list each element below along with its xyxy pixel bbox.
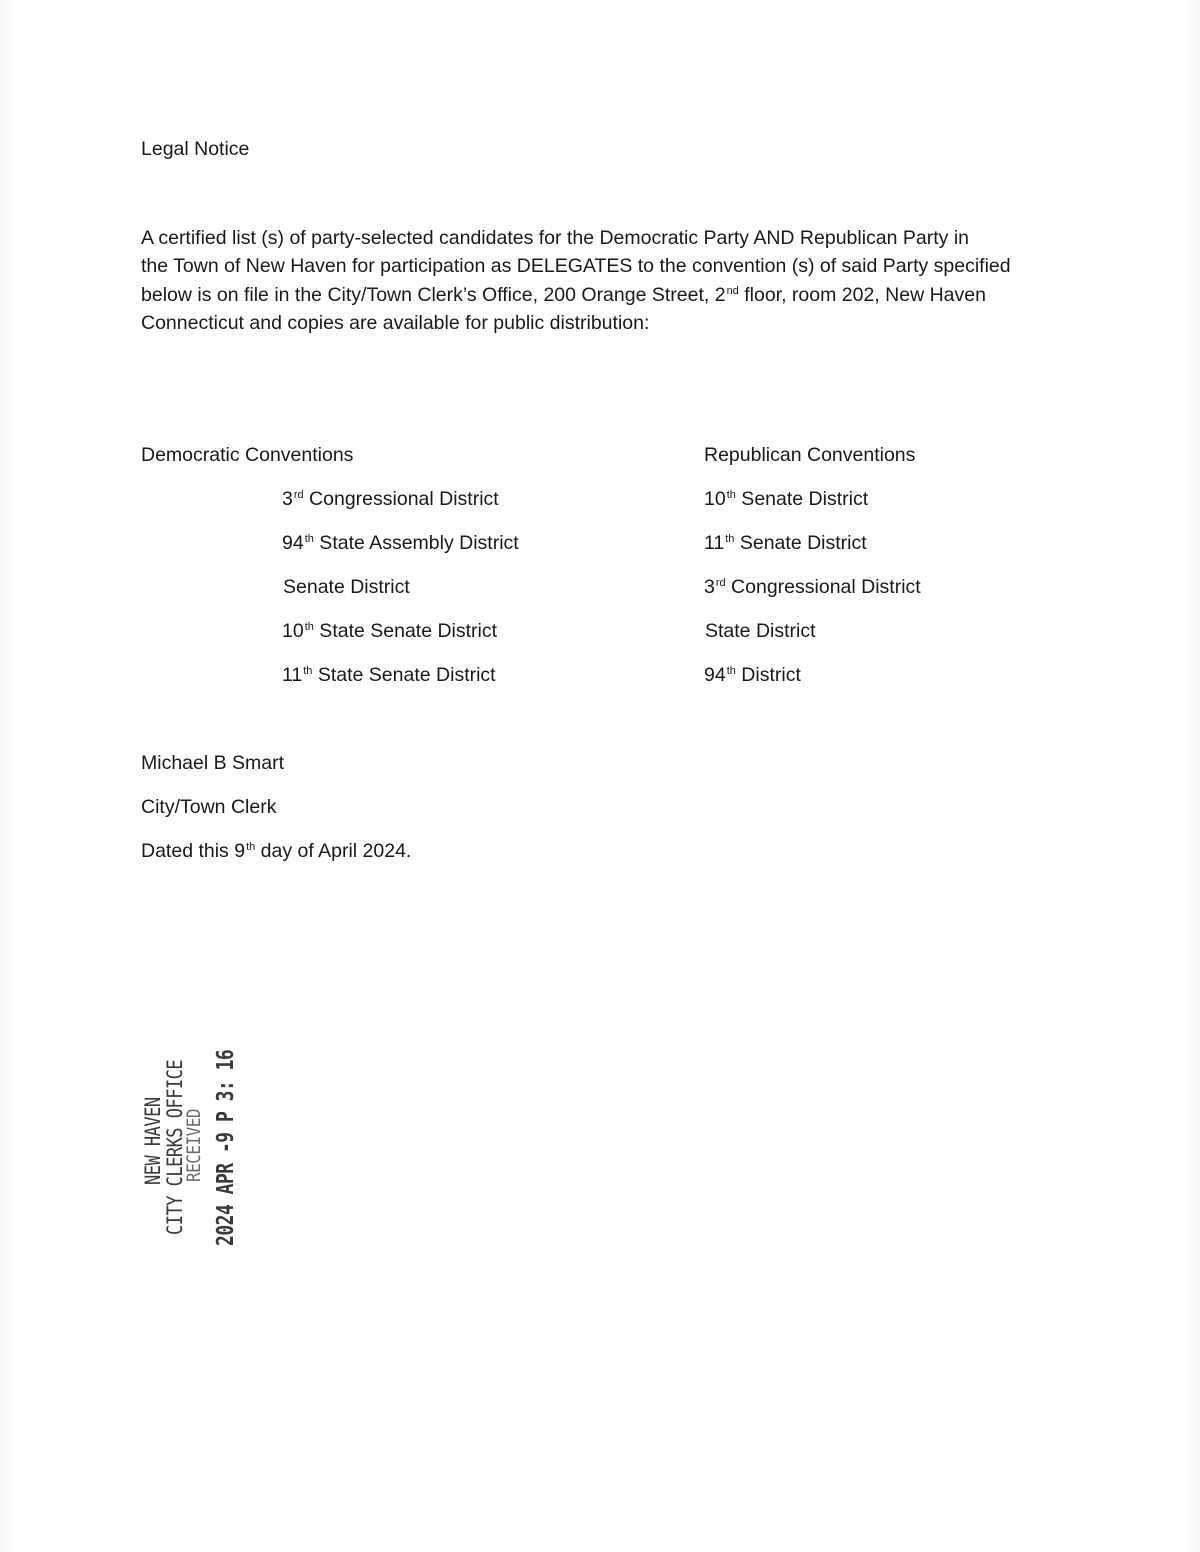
republican-heading: Republican Conventions <box>704 444 916 466</box>
stamp-line-received: RECEIVED <box>183 1108 206 1182</box>
stamp-line-date-time: 2024 APR -9 P 3: 16 <box>211 1049 239 1246</box>
paragraph-line-1: A certified list (s) of party-selected candidates for the Democratic Party AND Republican Party in <box>141 227 970 249</box>
democratic-item <box>282 617 497 645</box>
item-label: Senate District <box>283 576 410 598</box>
item-ordinal: th <box>304 621 314 633</box>
paragraph-line-3-start: below is on file in the City/Town Clerk’s Office, 200 Orange Street, 2 <box>141 283 726 306</box>
item-ordinal: th <box>304 533 314 545</box>
democratic-heading: Democratic Conventions <box>141 444 354 466</box>
item-ordinal: rd <box>293 489 304 501</box>
received-stamp <box>120 1000 290 1260</box>
democratic-item <box>282 661 496 689</box>
item-number: 10 <box>704 488 726 510</box>
democratic-item <box>282 529 519 557</box>
scan-edge-left <box>0 0 18 1552</box>
item-label: District <box>735 664 801 686</box>
item-number: 11 <box>704 532 725 554</box>
dated-line-end: day of April 2024. <box>255 840 412 862</box>
item-label: State Senate District <box>313 620 498 642</box>
item-label: Congressional District <box>303 488 499 510</box>
clerk-title: City/Town Clerk <box>141 796 277 818</box>
republican-item <box>704 617 816 645</box>
paragraph-line-4: Connecticut and copies are available for public distribution: <box>141 311 650 334</box>
item-label: State Senate District <box>312 664 496 686</box>
notice-paragraph <box>141 224 1071 337</box>
republican-item <box>704 661 801 689</box>
item-ordinal: th <box>303 665 313 677</box>
item-ordinal: th <box>726 489 736 501</box>
stamp-text-group <box>140 1050 238 1246</box>
item-ordinal: th <box>725 533 735 545</box>
republican-item <box>704 485 868 513</box>
paragraph-line-3-ordinal: nd <box>726 284 739 297</box>
republican-item <box>704 529 867 557</box>
item-label: State Assembly District <box>313 532 519 554</box>
clerk-name: Michael B Smart <box>141 752 285 774</box>
item-label: State District <box>705 620 816 642</box>
stamp-line-clerks-office: CITY CLERKS OFFICE <box>162 1059 188 1235</box>
democratic-item <box>282 573 410 601</box>
democratic-item <box>282 485 499 513</box>
item-label: Senate District <box>734 532 867 554</box>
dated-line <box>141 837 411 865</box>
paragraph-line-2: the Town of New Haven for participation as DELEGATES to the convention (s) of said Party specified <box>141 255 1011 278</box>
item-ordinal: rd <box>715 577 726 589</box>
item-ordinal: th <box>726 665 736 677</box>
item-number: 3 <box>704 576 715 598</box>
item-number: 3 <box>282 488 293 510</box>
republican-item <box>704 573 921 601</box>
paragraph-line-3-end: floor, room 202, New Haven <box>738 283 986 306</box>
paragraph-line-3 <box>141 281 1071 309</box>
stamp-line-new-haven: NEW HAVEN <box>140 1097 166 1185</box>
item-label: Senate District <box>735 488 869 510</box>
item-label: Congressional District <box>725 576 921 598</box>
item-number: 94 <box>282 532 304 554</box>
dated-line-ordinal: th <box>246 841 256 853</box>
dated-line-start: Dated this 9 <box>141 840 246 862</box>
scan-edge-right <box>1182 0 1200 1552</box>
item-number: 11 <box>282 664 303 686</box>
notice-title: Legal Notice <box>141 138 250 160</box>
item-number: 94 <box>704 664 726 686</box>
item-number: 10 <box>282 620 304 642</box>
